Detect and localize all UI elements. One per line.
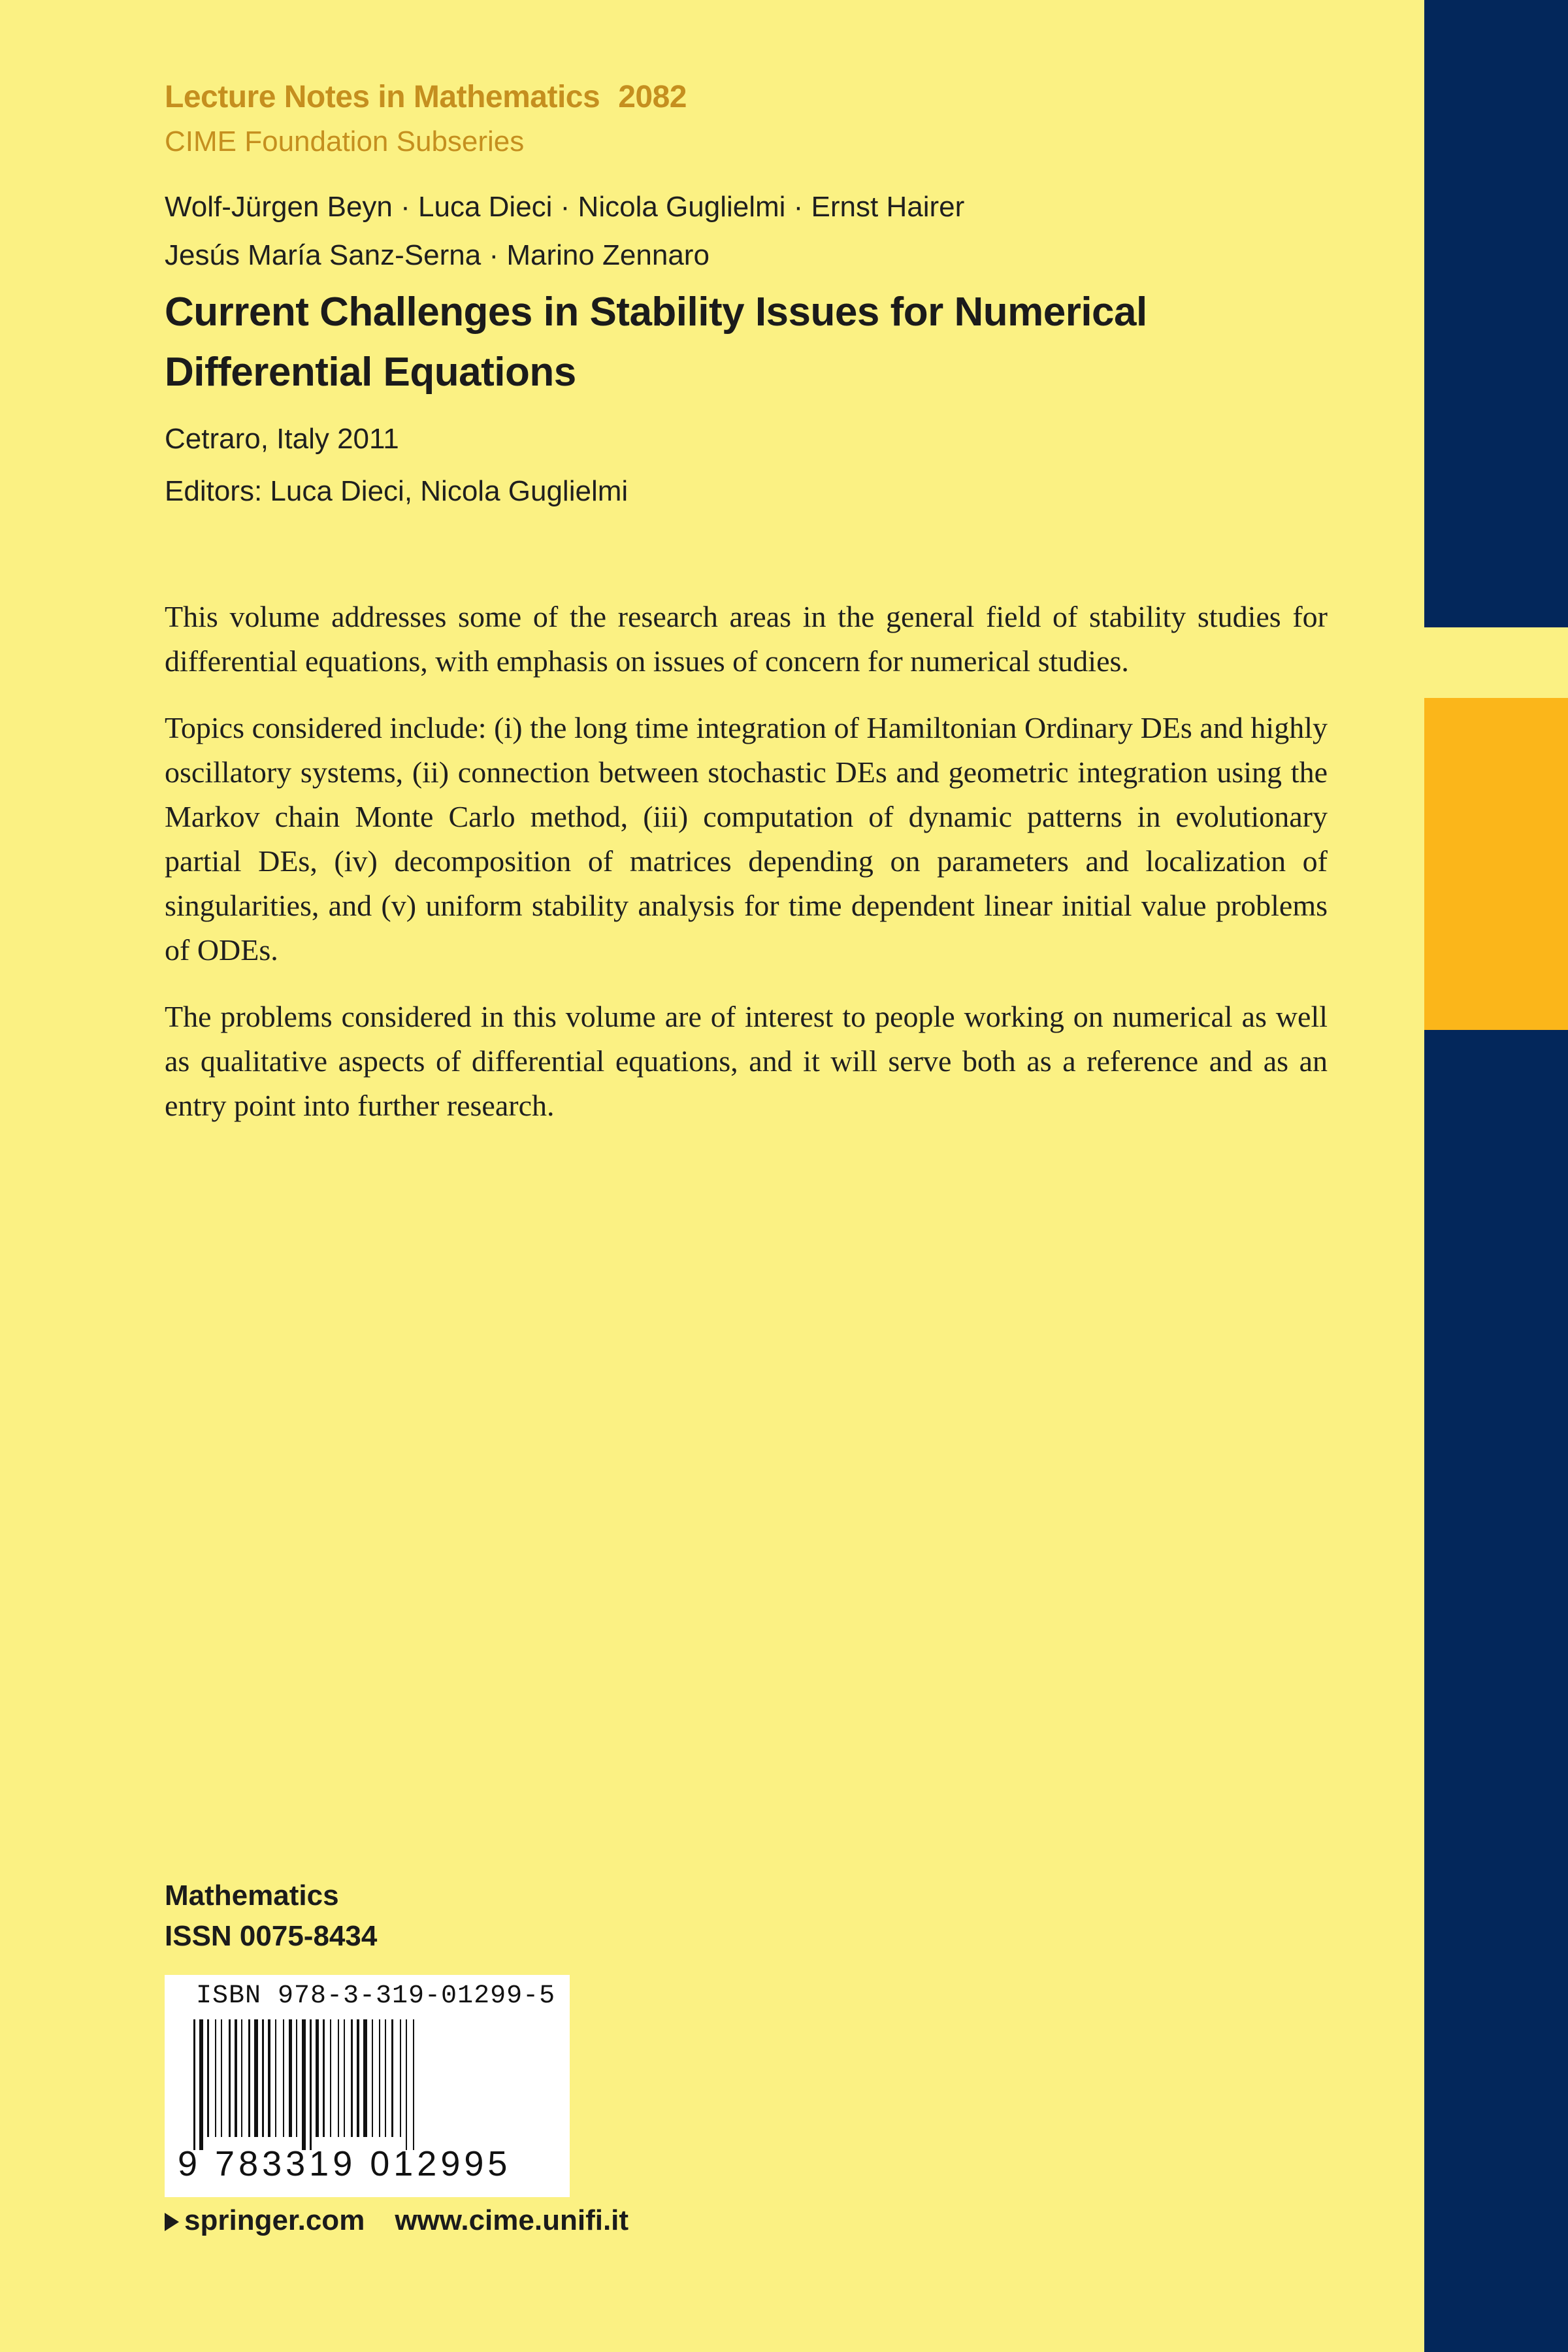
isbn-label: ISBN 978-3-319-01299-5 (196, 1981, 556, 2011)
book-meta (165, 413, 1393, 518)
navy-stripe-bottom (1424, 1030, 1568, 2352)
barcode-bar (391, 2019, 393, 2137)
header-block (165, 77, 1393, 518)
description (165, 595, 1328, 1150)
barcode-bar (241, 2019, 242, 2137)
subject: Mathematics (165, 1880, 339, 1912)
subseries: CIME Foundation Subseries (165, 125, 525, 157)
barcode-bar (235, 2019, 237, 2137)
book-title: Current Challenges in Stability Issues for Numerical Differential Equations (165, 290, 1147, 395)
barcode-bar (316, 2019, 319, 2137)
barcode-bar (262, 2019, 264, 2137)
arrow-right-icon (165, 2213, 179, 2231)
barcode-bar (199, 2019, 203, 2150)
barcode-bar (268, 2019, 270, 2137)
barcode-bar (379, 2019, 380, 2137)
series-line (165, 77, 1393, 118)
footer-info (165, 1876, 377, 1957)
barcode-digits: 9 783319 012995 (178, 2144, 512, 2183)
editors: Editors: Luca Dieci, Nicola Guglielmi (165, 475, 629, 507)
footer-links (165, 2200, 629, 2242)
barcode-bar (207, 2019, 209, 2137)
isbn-barcode (165, 1975, 570, 2197)
springer-link[interactable]: springer.com (184, 2204, 365, 2236)
barcode-bar (344, 2019, 345, 2137)
barcode-bar (289, 2019, 292, 2137)
barcode-bar (385, 2019, 386, 2137)
barcode-bar (221, 2019, 222, 2137)
barcode-bar (363, 2019, 367, 2137)
barcode-image (184, 2019, 550, 2150)
barcode-bar (302, 2019, 306, 2150)
authors-line-1: Wolf-Jürgen Beyn · Luca Dieci · Nicola Guglielmi · Ernst Hairer (165, 191, 965, 223)
series-number: 2082 (618, 80, 687, 114)
barcode-bar (351, 2019, 353, 2137)
cime-link[interactable]: www.cime.unifi.it (395, 2204, 629, 2236)
barcode-bar (254, 2019, 258, 2137)
barcode-bar (400, 2019, 401, 2137)
stripe-gap (1424, 627, 1568, 698)
barcode-bar (275, 2019, 276, 2137)
barcode-bar (330, 2019, 331, 2137)
series-name: Lecture Notes in Mathematics (165, 80, 600, 114)
description-paragraph: Topics considered include: (i) the long time integration of Hamiltonian Ordinary DEs and highly oscillatory systems, (ii) connection between stochastic DEs and geometric integration using the Markov chain Monte Carlo method, (iii) computation of dynamic patterns in evolutionary partial DEs, (iv) decomposition of matrices depending on parameters and localization of singularities, and (v) uniform stability analysis for time dependent linear initial value problems of ODEs. (165, 711, 1328, 967)
barcode-bar (215, 2019, 216, 2137)
location: Cetraro, Italy 2011 (165, 423, 399, 455)
orange-stripe (1424, 698, 1568, 1030)
navy-stripe-top (1424, 0, 1568, 627)
description-paragraph: This volume addresses some of the research areas in the general field of stability studies for differential equations, with emphasis on issues of concern for numerical studies. (165, 600, 1328, 678)
barcode-bar (372, 2019, 373, 2137)
barcode-bar (193, 2019, 195, 2150)
barcode-bar (310, 2019, 312, 2150)
barcode-bar (406, 2019, 407, 2150)
barcode-bar (248, 2019, 250, 2137)
barcode-bar (296, 2019, 297, 2137)
issn: ISSN 0075-8434 (165, 1920, 378, 1952)
barcode-bar (323, 2019, 325, 2137)
barcode-bar (413, 2019, 414, 2150)
authors (165, 183, 1393, 280)
barcode-bar (283, 2019, 284, 2137)
barcode-bar (229, 2019, 231, 2137)
description-paragraph: The problems considered in this volume are of interest to people working on numerical as well as qualitative aspects of differential equations, and it will serve both as a reference and as an entry point into further research. (165, 1000, 1328, 1122)
barcode-bar (357, 2019, 359, 2137)
authors-line-2: Jesús María Sanz-Serna · Marino Zennaro (165, 239, 710, 271)
barcode-bar (338, 2019, 339, 2137)
